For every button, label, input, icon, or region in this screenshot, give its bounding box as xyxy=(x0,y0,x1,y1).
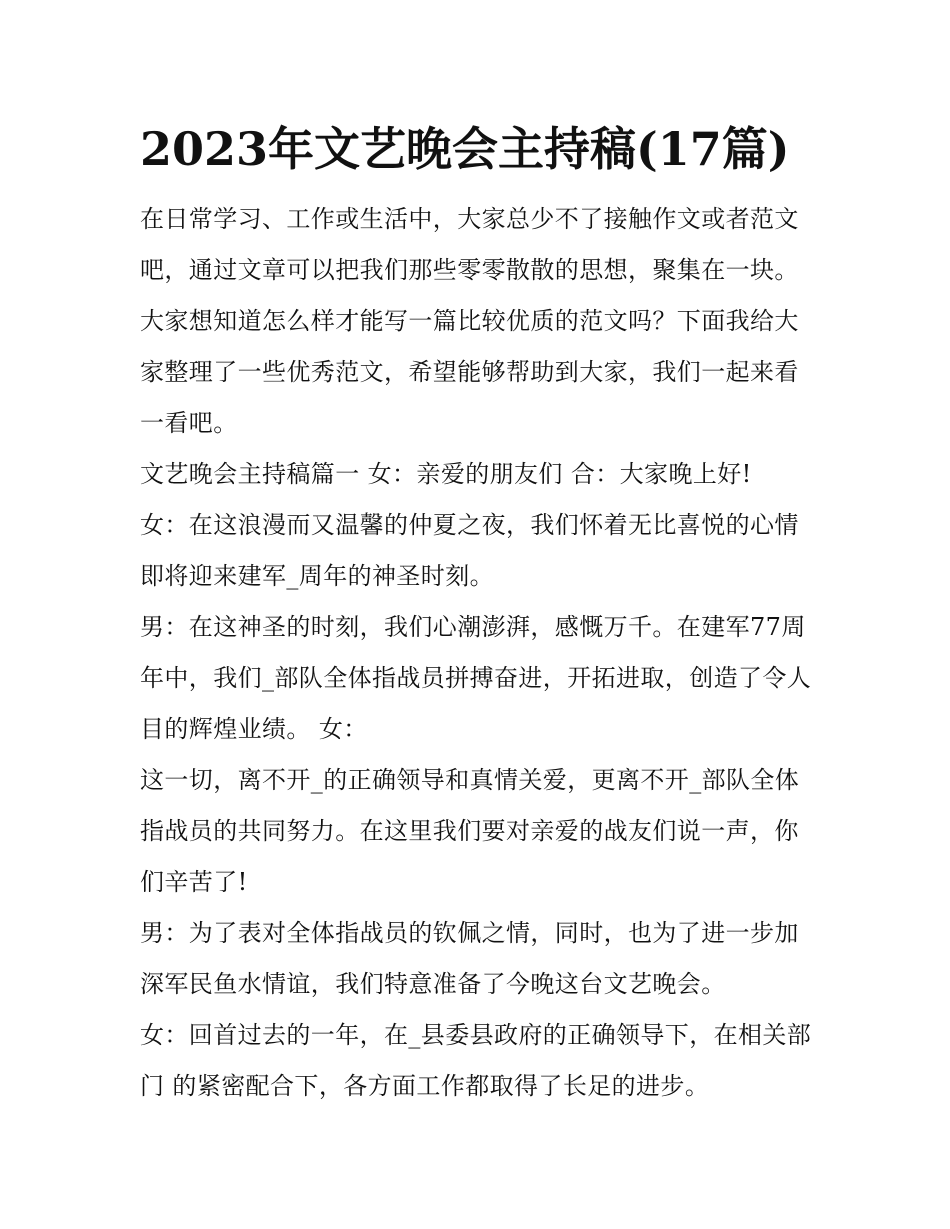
paragraph-opening: 文艺晚会主持稿篇一 女：亲爱的朋友们 合：大家晚上好! xyxy=(140,460,752,488)
paragraph-female-1: 女：在这浪漫而又温馨的仲夏之夜，我们怀着无比喜悦的心情即将迎来建军_周年的神圣时刻。 xyxy=(140,511,799,590)
paragraph-female-3: 女：回首过去的一年，在_县委县政府的正确领导下，在相关部门 的紧密配合下，各方面工作都取得了长足的进步。 xyxy=(140,1021,812,1100)
document-body xyxy=(140,194,815,1112)
paragraph-female-2: 这一切，离不开_的正确领导和真情关爱，更离不开_部队全体指战员的共同努力。在这里我们要对亲爱的战友们说一声，你们辛苦了! xyxy=(140,766,800,896)
paragraph-male-2: 男：为了表对全体指战员的钦佩之情，同时，也为了进一步加深军民鱼水情谊，我们特意准备了今晚这台文艺晚会。 xyxy=(140,919,799,998)
document-title: 2023年文艺晚会主持稿(17篇) xyxy=(140,122,790,176)
document-page xyxy=(140,118,815,1112)
paragraph-male-1: 男：在这神圣的时刻，我们心潮澎湃，感慨万千。在建军77周年中，我们_部队全体指战员拼搏奋进，开拓进取，创造了令人目的辉煌业绩。 女： xyxy=(140,613,812,743)
paragraph-intro: 在日常学习、工作或生活中，大家总少不了接触作文或者范文吧，通过文章可以把我们那些零零散散的思想，聚集在一块。大家想知道怎么样才能写一篇比较优质的范文吗？下面我给大家整理了一些优秀范文，希望能够帮助到大家，我们一起来看一看吧。 xyxy=(140,205,799,437)
